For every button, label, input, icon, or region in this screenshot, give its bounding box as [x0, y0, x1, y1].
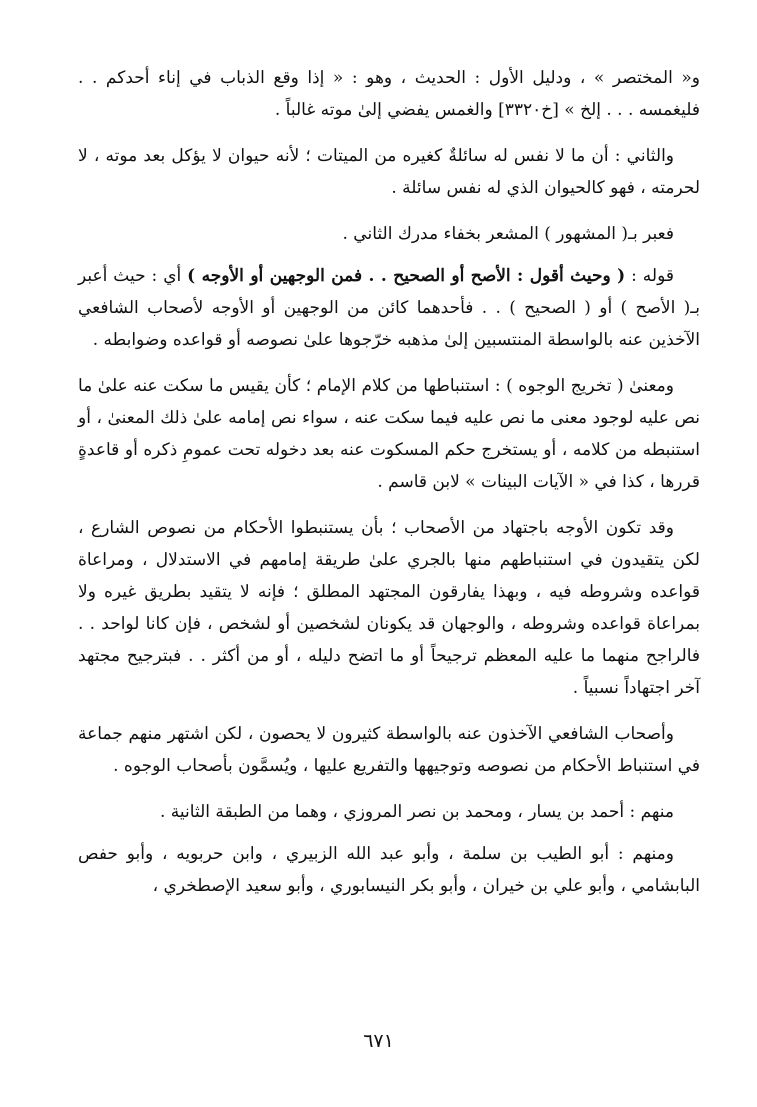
paragraph-9: ومنهم : أبو الطيب بن سلمة ، وأبو عبد الله الزبيري ، وابن حربويه ، وأبو حفص البابشامي ، وأبو علي بن خيران ، وأبو بكر النيسابوري ، وأبو سعيد الإصطخري ،	[78, 844, 700, 896]
paragraph-3: فعبر بـ( المشهور ) المشعر بخفاء مدرك الثاني .	[342, 224, 674, 244]
book-page	[78, 62, 700, 1042]
paragraph-6: وقد تكون الأوجه باجتهاد من الأصحاب ؛ بأن يستنبطوا الأحكام من نصوص الشارع ، لكن يتقيدون في استنباطهم منها بالجري علىٰ طريقة إمامهم في الاستدلال ، ومراعاة قواعده وشروطه فيه ، وبهذا يفارقون المجتهد المطلق ؛ فإنه لا يتقيد بطريق غيره ولا بمراعاة قواعده وشروطه ، والوجهان قد يكونان لشخصين أو لشخص ، فإن كانا لواحد . . فالراجح منهما ما عليه المعظم ترجيحاً أو ما اتضح دليله ، أو من أكثر . . فبترجيح مجتهد آخر اجتهاداً نسبياً .	[78, 518, 700, 698]
page-number: ٦٧١	[363, 1030, 394, 1052]
paragraph-7: وأصحاب الشافعي الآخذون عنه بالواسطة كثيرون لا يحصون ، لكن اشتهر منهم جماعة في استنباط الأحكام من نصوصه وتوجيهها والتفريع عليها ، ويُسمَّون بأصحاب الوجوه .	[78, 724, 700, 776]
paragraph-4-text: أي : حيث أعبر بـ( الأصح ) أو ( الصحيح ) . . فأحدهما كائن من الوجهين أو الأوجه لأصحاب الشافعي الآخذين عنه بالواسطة المنتسبين إلىٰ مذهبه خرّجوها علىٰ نصوصه أو قواعده وضوابطه .	[78, 266, 700, 350]
paragraph-4-bold-quote: ( وحيث أقول : الأصح أو الصحيح . . فمن الوجهين أو الأوجه )	[187, 266, 626, 286]
paragraph-4	[78, 260, 700, 356]
paragraph-2: والثاني : أن ما لا نفس له سائلةٌ كغيره من الميتات ؛ لأنه حيوان لا يؤكل بعد موته ، لا لحرمته ، فهو كالحيوان الذي له نفس سائلة .	[78, 146, 700, 198]
paragraph-1: و« المختصر » ، ودليل الأول : الحديث ، وهو : « إذا وقع الذباب في إناء أحدكم . . فليغمسه . . . إلخ » [خ٣٣٢٠] والغمس يفضي إلىٰ موته غالباً .	[78, 68, 700, 120]
paragraph-4-lead: قوله :	[625, 266, 674, 286]
paragraph-5: ومعنىٰ ( تخريج الوجوه ) : استنباطها من كلام الإمام ؛ كأن يقيس ما سكت عنه علىٰ ما نص عليه لوجود معنى ما نص عليه فيما سكت عنه ، سواء نص إمامه علىٰ ذلك المعنىٰ ، أو استنبطه من كلامه ، أو يستخرج حكم المسكوت عنه بعد دخوله تحت عمومِ ذكره أو قاعدةٍ قررها ، كذا في « الآيات البينات » لابن قاسم .	[78, 376, 700, 492]
paragraph-8: منهم : أحمد بن يسار ، ومحمد بن نصر المروزي ، وهما من الطبقة الثانية .	[159, 802, 674, 822]
